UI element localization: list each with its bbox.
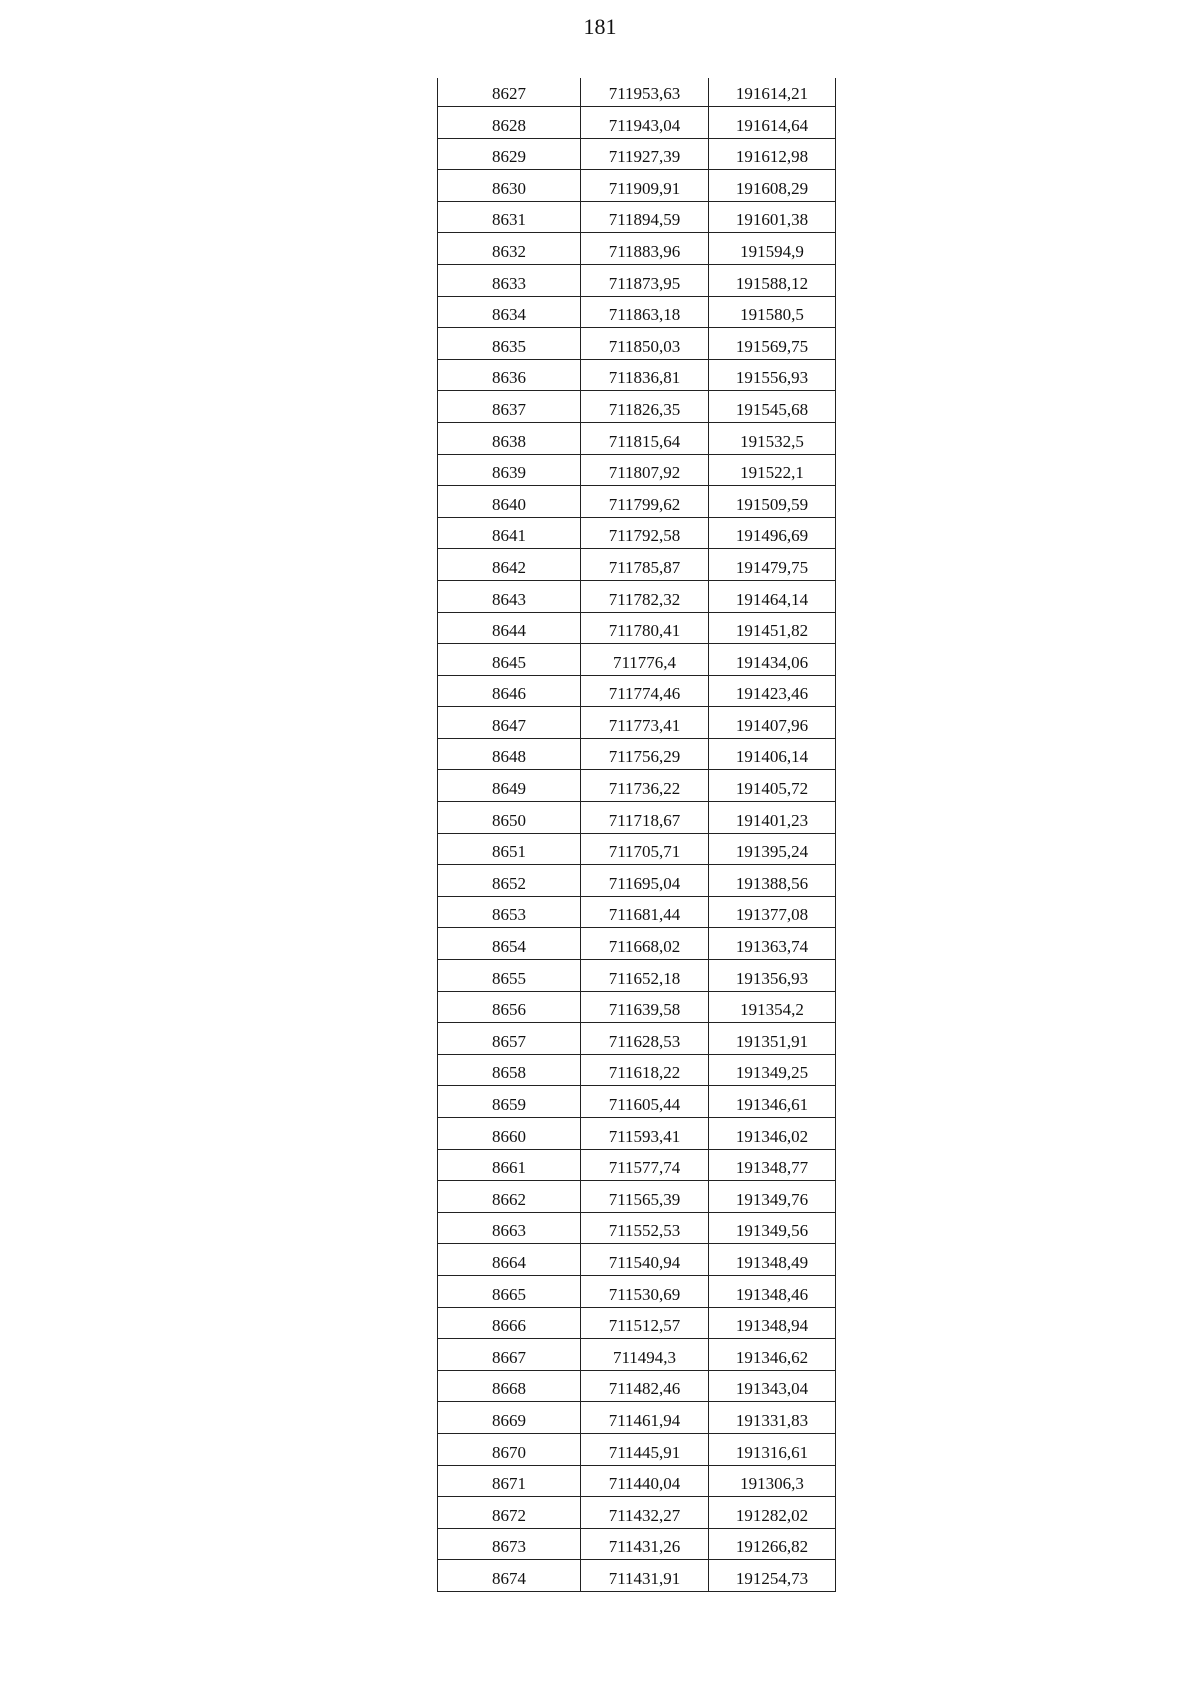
table-row	[438, 802, 836, 834]
y-coordinate-cell: 191401,23	[709, 802, 836, 834]
table-row	[438, 1465, 836, 1497]
x-coordinate-cell: 711799,62	[581, 486, 709, 518]
point-number-cell: 8654	[438, 928, 581, 960]
point-number-cell: 8658	[438, 1054, 581, 1086]
table-row	[438, 170, 836, 202]
y-coordinate-cell: 191363,74	[709, 928, 836, 960]
point-number-cell: 8635	[438, 328, 581, 360]
x-coordinate-cell: 711953,63	[581, 78, 709, 107]
y-coordinate-cell: 191348,77	[709, 1149, 836, 1181]
table-row	[438, 833, 836, 865]
y-coordinate-cell: 191451,82	[709, 612, 836, 644]
table-row	[438, 1118, 836, 1150]
x-coordinate-cell: 711815,64	[581, 422, 709, 454]
x-coordinate-cell: 711577,74	[581, 1149, 709, 1181]
table-row	[438, 1181, 836, 1213]
x-coordinate-cell: 711668,02	[581, 928, 709, 960]
x-coordinate-cell: 711461,94	[581, 1402, 709, 1434]
point-number-cell: 8669	[438, 1402, 581, 1434]
point-number-cell: 8661	[438, 1149, 581, 1181]
x-coordinate-cell: 711540,94	[581, 1244, 709, 1276]
x-coordinate-cell: 711807,92	[581, 454, 709, 486]
table-row	[438, 1149, 836, 1181]
point-number-cell: 8637	[438, 391, 581, 423]
point-number-cell: 8667	[438, 1339, 581, 1371]
point-number-cell: 8629	[438, 138, 581, 170]
x-coordinate-cell: 711440,04	[581, 1465, 709, 1497]
point-number-cell: 8639	[438, 454, 581, 486]
table-row	[438, 738, 836, 770]
y-coordinate-cell: 191614,64	[709, 107, 836, 139]
table-row	[438, 1560, 836, 1592]
y-coordinate-cell: 191354,2	[709, 991, 836, 1023]
x-coordinate-cell: 711927,39	[581, 138, 709, 170]
table-row	[438, 107, 836, 139]
y-coordinate-cell: 191434,06	[709, 644, 836, 676]
point-number-cell: 8630	[438, 170, 581, 202]
x-coordinate-cell: 711652,18	[581, 960, 709, 992]
x-coordinate-cell: 711883,96	[581, 233, 709, 265]
y-coordinate-cell: 191608,29	[709, 170, 836, 202]
point-number-cell: 8662	[438, 1181, 581, 1213]
x-coordinate-cell: 711780,41	[581, 612, 709, 644]
table-row	[438, 422, 836, 454]
point-number-cell: 8651	[438, 833, 581, 865]
point-number-cell: 8666	[438, 1307, 581, 1339]
point-number-cell: 8673	[438, 1528, 581, 1560]
point-number-cell: 8648	[438, 738, 581, 770]
x-coordinate-cell: 711431,26	[581, 1528, 709, 1560]
y-coordinate-cell: 191349,56	[709, 1212, 836, 1244]
x-coordinate-cell: 711512,57	[581, 1307, 709, 1339]
y-coordinate-cell: 191601,38	[709, 201, 836, 233]
y-coordinate-cell: 191569,75	[709, 328, 836, 360]
coordinates-table	[437, 78, 836, 1592]
table-row	[438, 1086, 836, 1118]
table-row	[438, 264, 836, 296]
point-number-cell: 8644	[438, 612, 581, 644]
y-coordinate-cell: 191331,83	[709, 1402, 836, 1434]
point-number-cell: 8628	[438, 107, 581, 139]
y-coordinate-cell: 191407,96	[709, 707, 836, 739]
x-coordinate-cell: 711773,41	[581, 707, 709, 739]
x-coordinate-cell: 711565,39	[581, 1181, 709, 1213]
x-coordinate-cell: 711681,44	[581, 896, 709, 928]
table-row	[438, 78, 836, 107]
table-row	[438, 991, 836, 1023]
y-coordinate-cell: 191349,25	[709, 1054, 836, 1086]
table-row	[438, 138, 836, 170]
table-row	[438, 1370, 836, 1402]
table-row	[438, 1307, 836, 1339]
point-number-cell: 8646	[438, 675, 581, 707]
y-coordinate-cell: 191532,5	[709, 422, 836, 454]
table-row	[438, 928, 836, 960]
y-coordinate-cell: 191306,3	[709, 1465, 836, 1497]
y-coordinate-cell: 191395,24	[709, 833, 836, 865]
point-number-cell: 8660	[438, 1118, 581, 1150]
x-coordinate-cell: 711494,3	[581, 1339, 709, 1371]
point-number-cell: 8633	[438, 264, 581, 296]
y-coordinate-cell: 191423,46	[709, 675, 836, 707]
table-row	[438, 770, 836, 802]
y-coordinate-cell: 191509,59	[709, 486, 836, 518]
x-coordinate-cell: 711618,22	[581, 1054, 709, 1086]
y-coordinate-cell: 191464,14	[709, 580, 836, 612]
x-coordinate-cell: 711628,53	[581, 1023, 709, 1055]
point-number-cell: 8652	[438, 865, 581, 897]
table-row	[438, 580, 836, 612]
table-row	[438, 1275, 836, 1307]
x-coordinate-cell: 711785,87	[581, 549, 709, 581]
table-row	[438, 865, 836, 897]
x-coordinate-cell: 711782,32	[581, 580, 709, 612]
table-row	[438, 296, 836, 328]
point-number-cell: 8627	[438, 78, 581, 107]
x-coordinate-cell: 711943,04	[581, 107, 709, 139]
table-row	[438, 1402, 836, 1434]
table-row	[438, 233, 836, 265]
point-number-cell: 8632	[438, 233, 581, 265]
x-coordinate-cell: 711695,04	[581, 865, 709, 897]
table-row	[438, 707, 836, 739]
table-row	[438, 1339, 836, 1371]
y-coordinate-cell: 191282,02	[709, 1497, 836, 1529]
y-coordinate-cell: 191496,69	[709, 517, 836, 549]
table-row	[438, 328, 836, 360]
table-row	[438, 1054, 836, 1086]
table-row	[438, 1433, 836, 1465]
x-coordinate-cell: 711756,29	[581, 738, 709, 770]
y-coordinate-cell: 191316,61	[709, 1433, 836, 1465]
table-row	[438, 1244, 836, 1276]
y-coordinate-cell: 191588,12	[709, 264, 836, 296]
y-coordinate-cell: 191580,5	[709, 296, 836, 328]
table-row	[438, 359, 836, 391]
y-coordinate-cell: 191377,08	[709, 896, 836, 928]
x-coordinate-cell: 711445,91	[581, 1433, 709, 1465]
y-coordinate-cell: 191388,56	[709, 865, 836, 897]
y-coordinate-cell: 191545,68	[709, 391, 836, 423]
point-number-cell: 8670	[438, 1433, 581, 1465]
x-coordinate-cell: 711792,58	[581, 517, 709, 549]
y-coordinate-cell: 191351,91	[709, 1023, 836, 1055]
x-coordinate-cell: 711909,91	[581, 170, 709, 202]
table-row	[438, 1212, 836, 1244]
x-coordinate-cell: 711605,44	[581, 1086, 709, 1118]
table-row	[438, 1528, 836, 1560]
x-coordinate-cell: 711894,59	[581, 201, 709, 233]
table-row	[438, 549, 836, 581]
point-number-cell: 8674	[438, 1560, 581, 1592]
table-row	[438, 675, 836, 707]
table-row	[438, 391, 836, 423]
x-coordinate-cell: 711530,69	[581, 1275, 709, 1307]
table-row	[438, 486, 836, 518]
x-coordinate-cell: 711593,41	[581, 1118, 709, 1150]
y-coordinate-cell: 191346,02	[709, 1118, 836, 1150]
point-number-cell: 8663	[438, 1212, 581, 1244]
point-number-cell: 8647	[438, 707, 581, 739]
x-coordinate-cell: 711863,18	[581, 296, 709, 328]
point-number-cell: 8643	[438, 580, 581, 612]
table-row	[438, 960, 836, 992]
point-number-cell: 8642	[438, 549, 581, 581]
y-coordinate-cell: 191254,73	[709, 1560, 836, 1592]
y-coordinate-cell: 191348,49	[709, 1244, 836, 1276]
x-coordinate-cell: 711432,27	[581, 1497, 709, 1529]
x-coordinate-cell: 711826,35	[581, 391, 709, 423]
point-number-cell: 8664	[438, 1244, 581, 1276]
x-coordinate-cell: 711836,81	[581, 359, 709, 391]
point-number-cell: 8668	[438, 1370, 581, 1402]
x-coordinate-cell: 711705,71	[581, 833, 709, 865]
point-number-cell: 8645	[438, 644, 581, 676]
y-coordinate-cell: 191356,93	[709, 960, 836, 992]
y-coordinate-cell: 191556,93	[709, 359, 836, 391]
point-number-cell: 8672	[438, 1497, 581, 1529]
y-coordinate-cell: 191346,61	[709, 1086, 836, 1118]
point-number-cell: 8653	[438, 896, 581, 928]
y-coordinate-cell: 191612,98	[709, 138, 836, 170]
y-coordinate-cell: 191594,9	[709, 233, 836, 265]
x-coordinate-cell: 711482,46	[581, 1370, 709, 1402]
x-coordinate-cell: 711639,58	[581, 991, 709, 1023]
y-coordinate-cell: 191479,75	[709, 549, 836, 581]
table-row	[438, 201, 836, 233]
y-coordinate-cell: 191406,14	[709, 738, 836, 770]
table-row	[438, 644, 836, 676]
coordinates-table-body	[438, 78, 836, 1591]
table-row	[438, 517, 836, 549]
x-coordinate-cell: 711736,22	[581, 770, 709, 802]
y-coordinate-cell: 191349,76	[709, 1181, 836, 1213]
point-number-cell: 8665	[438, 1275, 581, 1307]
point-number-cell: 8640	[438, 486, 581, 518]
table-row	[438, 1023, 836, 1055]
x-coordinate-cell: 711774,46	[581, 675, 709, 707]
x-coordinate-cell: 711718,67	[581, 802, 709, 834]
point-number-cell: 8657	[438, 1023, 581, 1055]
y-coordinate-cell: 191522,1	[709, 454, 836, 486]
table-row	[438, 1497, 836, 1529]
y-coordinate-cell: 191405,72	[709, 770, 836, 802]
y-coordinate-cell: 191266,82	[709, 1528, 836, 1560]
y-coordinate-cell: 191348,46	[709, 1275, 836, 1307]
point-number-cell: 8638	[438, 422, 581, 454]
table-row	[438, 896, 836, 928]
page-number: 181	[583, 14, 617, 39]
table-row	[438, 612, 836, 644]
y-coordinate-cell: 191346,62	[709, 1339, 836, 1371]
x-coordinate-cell: 711873,95	[581, 264, 709, 296]
point-number-cell: 8659	[438, 1086, 581, 1118]
x-coordinate-cell: 711552,53	[581, 1212, 709, 1244]
point-number-cell: 8631	[438, 201, 581, 233]
table-row	[438, 454, 836, 486]
x-coordinate-cell: 711776,4	[581, 644, 709, 676]
point-number-cell: 8650	[438, 802, 581, 834]
point-number-cell: 8671	[438, 1465, 581, 1497]
y-coordinate-cell: 191614,21	[709, 78, 836, 107]
x-coordinate-cell: 711850,03	[581, 328, 709, 360]
y-coordinate-cell: 191343,04	[709, 1370, 836, 1402]
point-number-cell: 8634	[438, 296, 581, 328]
point-number-cell: 8636	[438, 359, 581, 391]
point-number-cell: 8655	[438, 960, 581, 992]
x-coordinate-cell: 711431,91	[581, 1560, 709, 1592]
point-number-cell: 8656	[438, 991, 581, 1023]
point-number-cell: 8649	[438, 770, 581, 802]
y-coordinate-cell: 191348,94	[709, 1307, 836, 1339]
point-number-cell: 8641	[438, 517, 581, 549]
